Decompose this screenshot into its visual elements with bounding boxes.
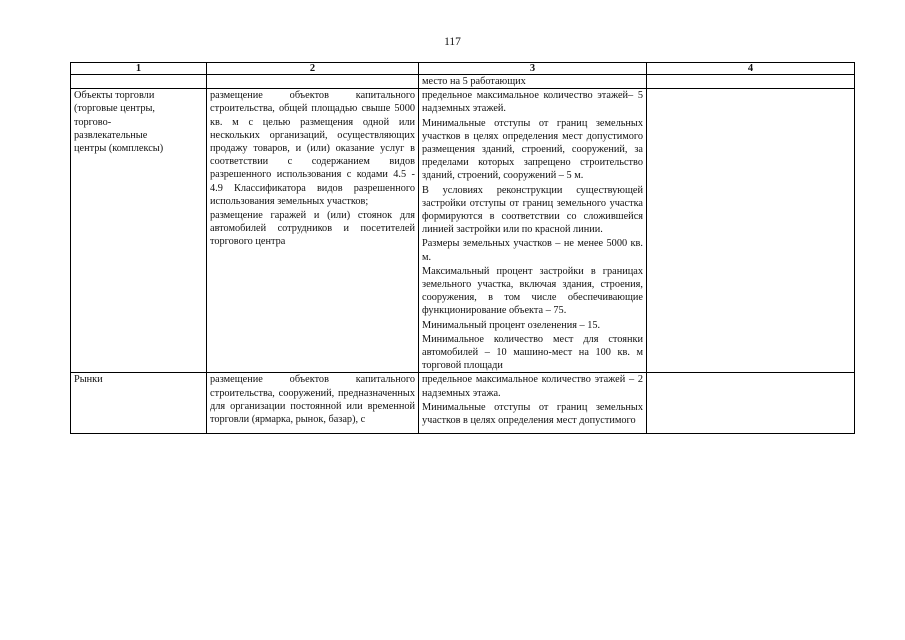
table-row — [71, 373, 855, 434]
cont-col-2 — [207, 75, 419, 89]
description-paragraph: размещение гаражей и (или) стоянок для автомобилей сотрудников и посетителей торгового центра — [210, 210, 415, 248]
cont-col-1 — [71, 75, 207, 89]
parameter-paragraph: Размеры земельных участков – не менее 5000 кв. м. — [422, 238, 643, 263]
parameter-paragraph: Минимальные отступы от границ земельных участков в целях определения мест допустимого — [422, 401, 643, 427]
header-col-2: 2 — [207, 63, 419, 75]
parameters-cell — [419, 373, 647, 434]
zoning-table — [70, 62, 855, 434]
notes-cell — [647, 89, 855, 373]
description-paragraph: размещение объектов капитального строительства, общей площадью свыше 5000 кв. м с целью размещения одной или нескольких организаций, осуществляющих продажу товаров, и (или) оказание услуг в соответствии с содержанием видов разрешенного использования с кодами 4.5 - 4.9 Классификатора видов разрешенного использования земельных участков; — [210, 90, 415, 207]
page-number: 117 — [444, 36, 461, 48]
use-type-cell — [71, 89, 207, 373]
table-row — [71, 89, 855, 373]
cont-col-3: место на 5 работающих — [419, 75, 647, 89]
use-type-label: Рынки — [74, 374, 103, 386]
parameter-paragraph: Минимальные отступы от границ земельных участков в целях определения мест допустимого размещения зданий, строений, сооружений, за пределами которых запрещено строительство зданий, строений, сооружений – 5 м. — [422, 117, 643, 182]
description-cell — [207, 89, 419, 373]
parameter-paragraph: Минимальное количество мест для стоянки автомобилей – 10 машино-мест на 100 кв. м торговой площади — [422, 333, 643, 372]
description-paragraph: размещение объектов капитального строительства, сооружений, предназначенных для организации постоянной или временной торговли (ярмарка, рынок, базар), с — [210, 374, 415, 426]
description-cell — [207, 373, 419, 434]
parameter-paragraph: Минимальный процент озеленения – 15. — [422, 319, 601, 331]
header-col-1: 1 — [71, 63, 207, 75]
header-col-3: 3 — [419, 63, 647, 75]
use-type-label: Объекты торговли (торговые центры, торгово- развлекательные центры (комплексы) — [74, 90, 164, 155]
header-row — [71, 63, 855, 75]
continuation-row — [71, 75, 855, 89]
parameter-paragraph: предельное максимальное количество этажей– 5 надземных этажей. — [422, 90, 643, 115]
parameter-paragraph: Максимальный процент застройки в границах земельного участка, включая здания, строения, сооружения, в том числе обеспечивающие функционирование объекта – 75. — [422, 265, 643, 317]
header-col-4: 4 — [647, 63, 855, 75]
parameters-cell — [419, 89, 647, 373]
notes-cell — [647, 373, 855, 434]
use-type-cell — [71, 373, 207, 434]
parameter-paragraph: В условиях реконструкции существующей застройки отступы от границ земельного участка формируются в соответствии со сложившейся линией застройки или по красной линии. — [422, 184, 643, 236]
parameter-paragraph: предельное максимальное количество этажей – 2 надземных этажа. — [422, 374, 643, 399]
cont-col-4 — [647, 75, 855, 89]
